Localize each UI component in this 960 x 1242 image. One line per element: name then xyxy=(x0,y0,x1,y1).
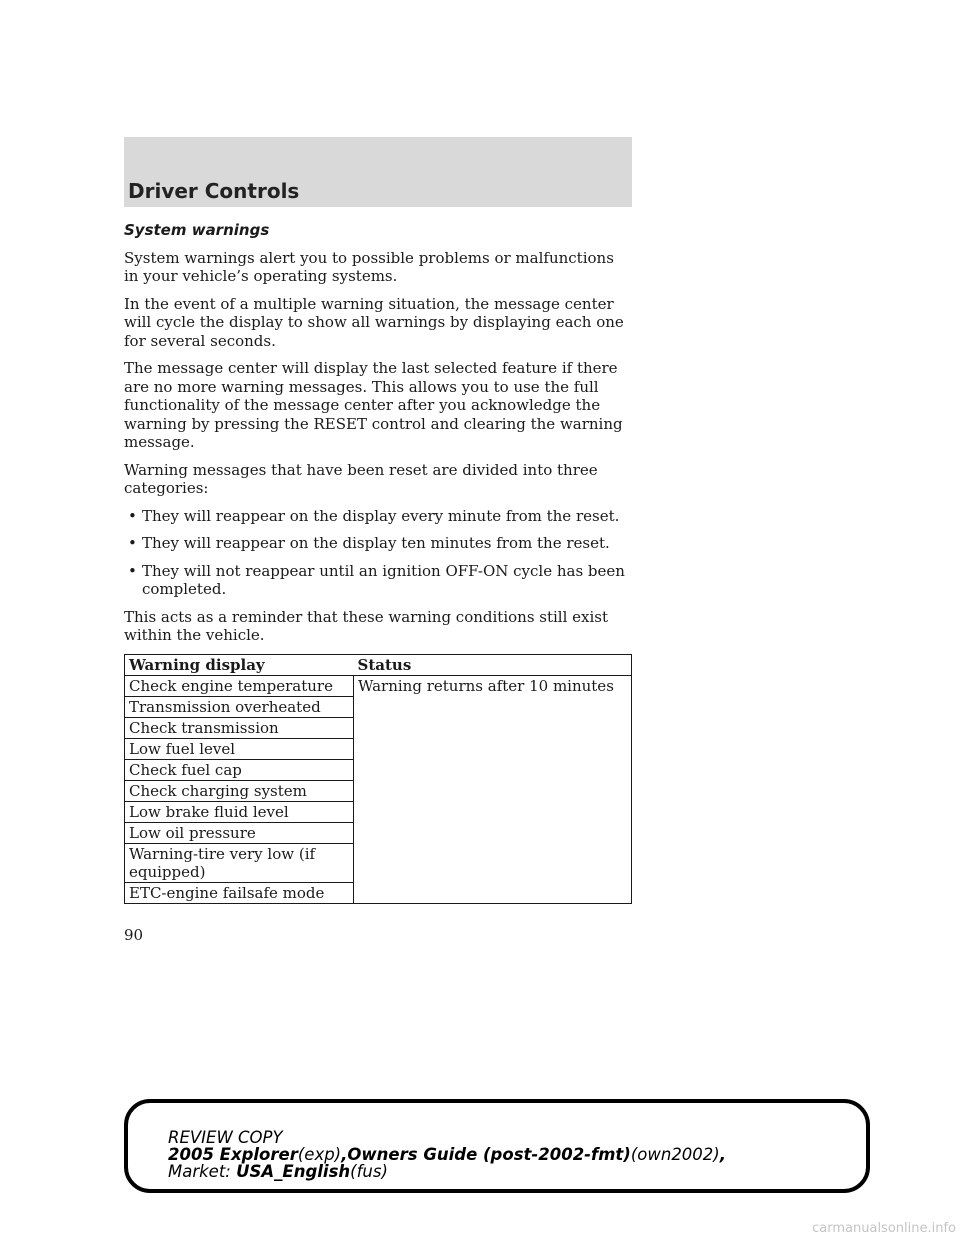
bullet-icon: • xyxy=(128,561,137,580)
warning-cell: Check transmission xyxy=(125,717,354,738)
warning-cell: ETC-engine failsafe mode xyxy=(125,882,354,903)
status-cell: Warning returns after 10 minutes xyxy=(354,675,632,903)
warning-cell: Check fuel cap xyxy=(125,759,354,780)
warning-cell: Check engine temperature xyxy=(125,675,354,696)
review-copy-model-line xyxy=(168,1146,858,1163)
paragraph: System warnings alert you to possible problems or malfunctions in your vehicle’s operating systems. xyxy=(124,248,614,285)
paragraph: In the event of a multiple warning situation, the message center will cycle the display to show all warnings by displaying each one for several seconds. xyxy=(124,294,624,350)
warning-cell: Transmission overheated xyxy=(125,696,354,717)
table-row xyxy=(125,675,632,696)
warning-table xyxy=(124,654,632,904)
section-title: System warnings xyxy=(124,221,270,239)
warning-cell: Check charging system xyxy=(125,780,354,801)
paragraph: The message center will display the last selected feature if there are no more warning messages. This allows you to use the full functionality of the message center after you acknowledge the warning by pressing the RESET control and clearing the warning message. xyxy=(124,359,623,451)
market-label: Market: xyxy=(168,1162,231,1181)
separator: , xyxy=(719,1145,727,1164)
chapter-header xyxy=(124,137,632,207)
review-copy-text xyxy=(168,1129,858,1180)
list-item-text: They will not reappear until an ignition OFF-ON cycle has been completed. xyxy=(142,561,625,598)
warning-cell: Low brake fluid level xyxy=(125,801,354,822)
column-header: Status xyxy=(354,654,632,675)
list-item xyxy=(124,507,632,526)
column-header: Warning display xyxy=(125,654,354,675)
paragraph: This acts as a reminder that these warning conditions still exist within the vehicle. xyxy=(124,607,609,644)
bullet-icon: • xyxy=(128,506,137,525)
list-item xyxy=(124,562,632,599)
guide-code: (own2002) xyxy=(630,1145,720,1164)
warning-cell: Low fuel level xyxy=(125,738,354,759)
separator: , xyxy=(341,1145,348,1164)
paragraph: Warning messages that have been reset are divided into three categories: xyxy=(124,460,598,497)
warning-cell: Low oil pressure xyxy=(125,822,354,843)
bullet-icon: • xyxy=(128,534,137,552)
review-copy-market-line xyxy=(168,1163,858,1180)
review-copy-box xyxy=(124,1099,870,1193)
review-copy-label: REVIEW COPY xyxy=(168,1128,283,1147)
watermark: carmanualsonline.info xyxy=(812,1221,956,1236)
model-code: (exp) xyxy=(297,1145,342,1164)
warning-cell: Warning-tire very low (if equipped) xyxy=(125,843,354,882)
chapter-title: Driver Controls xyxy=(128,179,300,203)
market-code: (fus) xyxy=(350,1162,388,1181)
list-item xyxy=(124,534,632,553)
table-header-row xyxy=(125,654,632,675)
bullet-list xyxy=(124,507,632,599)
main-content xyxy=(124,221,632,904)
guide-name: Owners Guide (post-2002-fmt) xyxy=(347,1145,631,1164)
list-item-text: They will reappear on the display ten minutes from the reset. xyxy=(142,534,610,552)
list-item-text: They will reappear on the display every minute from the reset. xyxy=(142,506,620,525)
page-number: 90 xyxy=(124,926,144,944)
market-name: USA_English xyxy=(236,1162,351,1181)
model-name: 2005 Explorer xyxy=(168,1145,298,1164)
